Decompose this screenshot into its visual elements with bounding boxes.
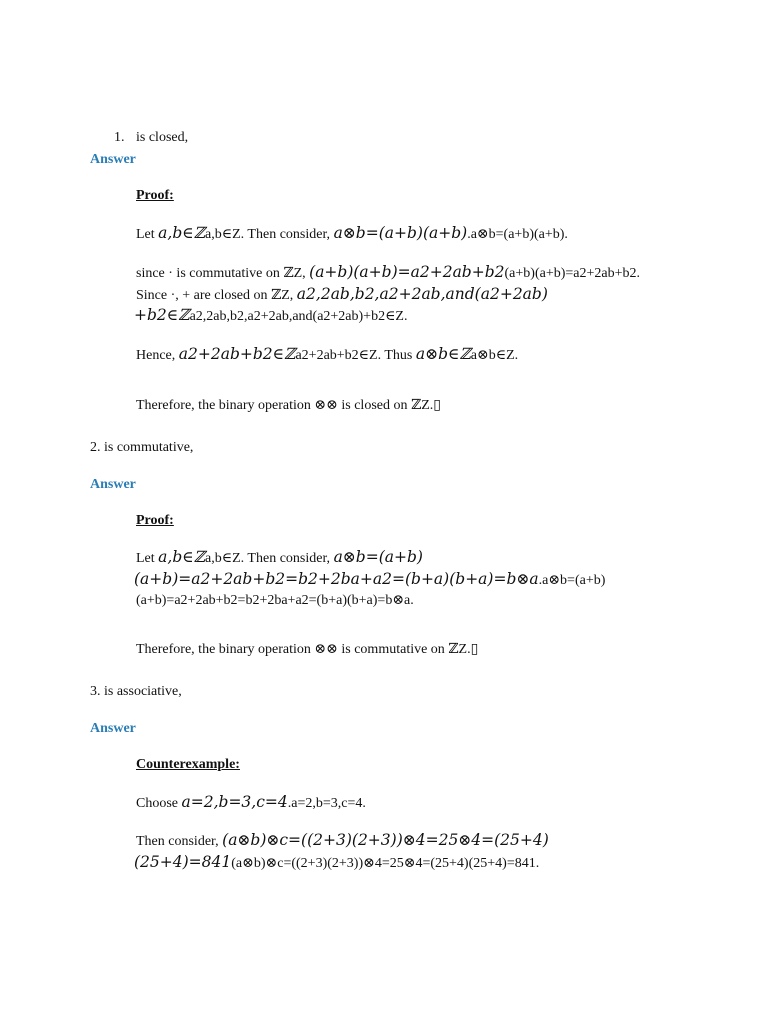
q3-line-1-text-b: .a=2,b=3,c=4. [287,796,366,811]
q3-answer-label: Answer [90,721,136,736]
q3-line-2-text-a: Then consider, [136,834,223,849]
q1-line-5-text-b: a2+2ab+b2∈Z. Thus [295,348,416,363]
q3-line-2 [136,833,549,849]
q1-answer-label: Answer [90,152,136,167]
q3-prompt: 3. is associative, [90,684,182,699]
q2-line-2 [134,572,605,588]
q2-prompt: 2. is commutative, [90,440,194,455]
q1-line-1 [136,226,568,242]
q3-counterexample-heading: Counterexample: [136,757,240,772]
q1-line-4 [134,308,408,324]
q2-line-2-math-a: (a+b)=a2+2ab+b2=b2+2ba+a2=(b+a)(b+a)=b⊗a [134,570,539,588]
q1-line-2-math-a: (a+b)(a+b)=a2+2ab+b2 [309,263,505,281]
q1-line-5-text-a: Hence, [136,348,179,363]
q1-conclusion: Therefore, the binary operation ⊗⊗ is closed on ℤZ.▯ [136,398,441,413]
q2-conclusion: Therefore, the binary operation ⊗⊗ is commutative on ℤZ.▯ [136,642,479,657]
q1-line-2 [136,265,640,281]
q1-line-4-text-a: a2,2ab,b2,a2+2ab,and(a2+2ab)+b2∈Z. [189,309,408,324]
q1-proof-heading: Proof: [136,188,174,203]
q1-line-4-math-a: +b2∈ℤ [134,306,190,324]
q1-line-1-text-b: a,b∈Z. Then consider, [205,227,334,242]
q2-line-1-math-b: a⊗b=(a+b) [333,548,423,566]
q3-line-2-math-a: (a⊗b)⊗c=((2+3)(2+3))⊗4=25⊗4=(25+4) [222,831,549,849]
q1-line-1-text-a: Let [136,227,159,242]
q2-line-1 [136,550,423,566]
q1-line-2-text-a: since · is commutative on ℤZ, [136,266,310,281]
q2-line-3: (a+b)=a2+2ab+b2=b2+2ba+a2=(b+a)(b+a)=b⊗a. [136,593,414,608]
q1-line-1-math-a: a,b∈ℤ [158,224,206,242]
q3-line-3-text-a: (a⊗b)⊗c=((2+3)(2+3))⊗4=25⊗4=(25+4)(25+4)=841. [231,856,540,871]
q1-line-1-math-b: a⊗b=(a+b)(a+b) [333,224,468,242]
q1-line-3-math-a: a2,2ab,b2,a2+2ab,and(a2+2ab) [296,285,548,303]
q3-line-1-text-a: Choose [136,796,182,811]
q2-line-2-text-a: .a⊗b=(a+b) [538,573,606,588]
q1-line-5-text-c: a⊗b∈Z. [470,348,519,363]
q2-proof-heading: Proof: [136,513,174,528]
q3-line-3-math-a: (25+4)=841 [134,853,232,871]
q1-number: 1. [114,130,125,145]
q2-answer-label: Answer [90,477,136,492]
q1-prompt: is closed, [136,130,189,145]
q2-line-1-math-a: a,b∈ℤ [158,548,206,566]
q3-line-3 [134,855,539,871]
q2-line-1-text-a: Let [136,551,159,566]
q1-line-3-text-a: Since ·, + are closed on ℤZ, [136,288,297,303]
q1-line-3 [136,287,548,303]
q1-line-1-text-c: .a⊗b=(a+b)(a+b). [467,227,568,242]
q1-line-5-math-b: a⊗b∈ℤ [415,345,471,363]
q1-line-2-text-b: (a+b)(a+b)=a2+2ab+b2. [504,266,640,281]
q1-line-5 [136,347,518,363]
q3-line-1 [136,795,366,811]
q3-line-1-math-a: a=2,b=3,c=4 [181,793,288,811]
q1-line-5-math-a: a2+2ab+b2∈ℤ [178,345,296,363]
q2-line-1-text-b: a,b∈Z. Then consider, [205,551,334,566]
